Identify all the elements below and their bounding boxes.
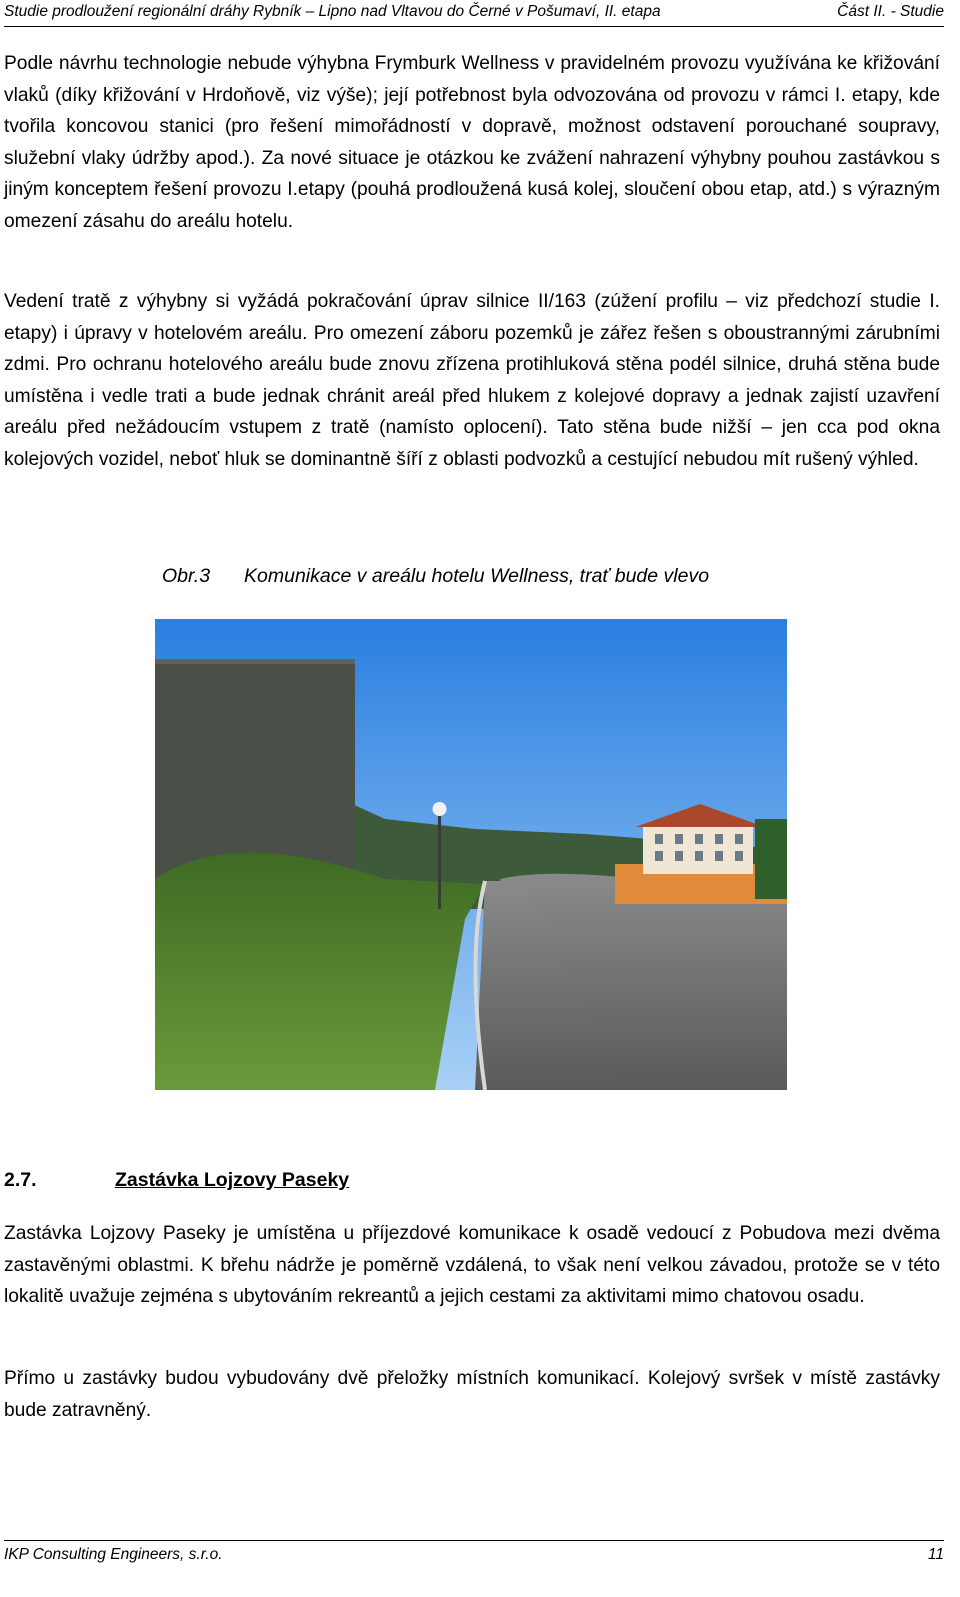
page-footer [4,1540,944,1567]
figure-caption-text: Komunikace v areálu hotelu Wellness, trať bude vlevo [244,565,710,587]
section-title: Zastávka Lojzovy Paseky [115,1169,350,1191]
page-header [4,0,944,27]
figure-caption [162,561,709,591]
document-part: Část II. - Studie [837,3,944,20]
company-name: IKP Consulting Engineers, s.r.o. [4,1546,223,1563]
paragraph-3: Zastávka Lojzovy Paseky je umístěna u příjezdové komunikace k osadě vedoucí z Pobudova mezi dvěma zastavěnými oblastmi. K břehu nádrže je poměrně vzdálená, to však není velkou závadou, protože se v této lokalitě uvažuje zejména s ubytováním rekreantů a jejich cestami za aktivitami mimo chatovou osadu. [4,1223,940,1307]
hotel-road-photo [155,619,787,1090]
figure-number: Obr.3 [162,565,211,587]
document-title: Studie prodloužení regionální dráhy Rybník – Lipno nad Vltavou do Černé v Pošumaví, II. etapa [4,3,661,20]
paragraph-4: Přímo u zastávky budou vybudovány dvě přeložky místních komunikací. Kolejový svršek v místě zastávky bude zatravněný. [4,1368,940,1421]
paragraph-1: Podle návrhu technologie nebude výhybna Frymburk Wellness v pravidelném provozu využívána ke křižování vlaků (díky křižování v Hrdoňově, viz výše); její potřebnost byla odvozována od provozu v rámci I. etapy, kde tvořila koncovou stanici (pro řešení mimořádností v dopravě, možnost odstavení porouchané soupravy, služební vlaky údržby apod.). Za nové situace je otázkou ke zvážení nahrazení výhybny pouhou zastávkou s jiným konceptem řešení provozu I.etapy (pouhá prodloužená kusá kolej, sloučení obou etap, atd.) s výrazným omezení zásahu do areálu hotelu. [4,53,940,232]
paragraph-2: Vedení tratě z výhybny si vyžádá pokračování úprav silnice II/163 (zúžení profilu – viz předchozí studie I. etapy) i úpravy v hotelovém areálu. Pro omezení záboru pozemků je zářez řešen s oboustrannými zárubními zdmi. Pro ochranu hotelového areálu bude znovu zřízena protihluková stěna podél silnice, druhá stěna bude umístěna i vedle trati a bude jednak chránit areál před hlukem z kolejové dopravy a jednak zajistí uzavření areálu před nežádoucím vstupem z tratě (namísto oplocení). Tato stěna bude nižší – jen cca pod okna kolejových vozidel, neboť hluk se dominantně šíří z oblasti podvozků a cestující nebudou mít rušený výhled. [4,291,940,470]
section-heading [4,1165,349,1195]
section-number: 2.7. [4,1169,37,1191]
page-number: 11 [927,1546,944,1563]
